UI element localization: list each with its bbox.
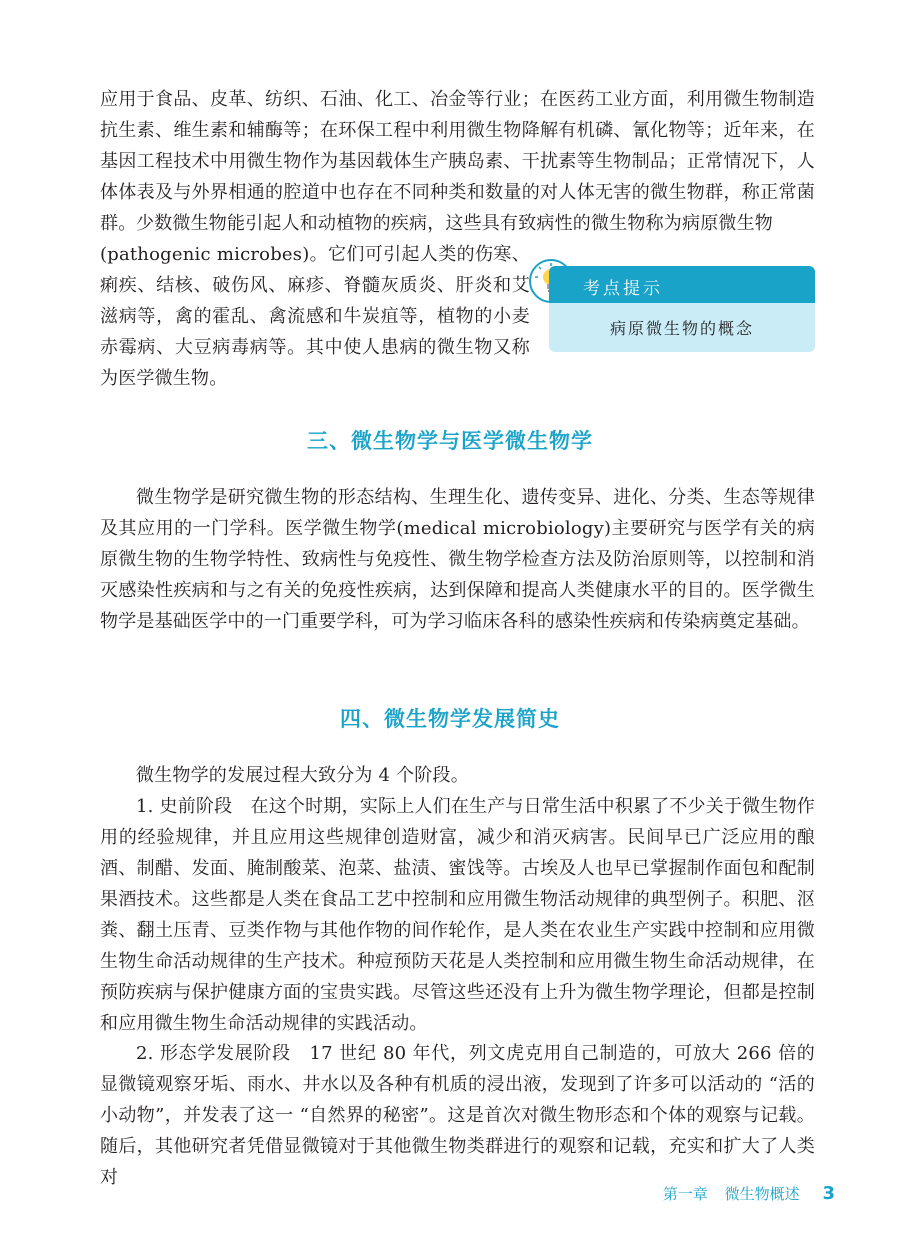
paragraph-microbiology-definition: 微生物学是研究微生物的形态结构、生理生化、遗传变异、进化、分类、生态等规律及其应用的一门学科。医学微生物学(medical microbiology)主要研究与医学有关的病原微生物的生物学特性、致病性与免疫性、微生物学检查方法及防治原则等，以控制和消灭感染性疾病和与之有关的免疫性疾病，达到保障和提高人类健康水平的目的。医学微生物学是基础医学中的一门重要学科，可为学习临床各科的感染性疾病和传染病奠定基础。 (100, 487, 815, 632)
page-number: 3 (822, 1183, 835, 1204)
exam-tip-text: 病原微生物的概念 (609, 319, 754, 338)
paragraph-pathogens-list: (pathogenic microbes)。它们可引起人类的伤寒、痢疾、结核、破伤风、麻疹、脊髓灰质炎、肝炎和艾滋病等，禽的霍乱、禽流感和牛炭疽等，植物的小麦赤霉病、大豆病毒病等。其中使人患病的微生物又称为医学微生物。 (100, 244, 530, 389)
section-heading-3: 三、微生物学与医学微生物学 (307, 429, 593, 453)
page-footer (663, 1183, 835, 1204)
paragraph-pathogens-intro: 少数微生物能引起人和动植物的疾病，这些具有致病性的微生物称为病原微生物 (136, 213, 773, 234)
exam-tip-box (549, 266, 815, 352)
paragraph-stages-intro: 微生物学的发展过程大致分为 4 个阶段。 (136, 765, 469, 786)
paragraph-industry-uses: 应用于食品、皮革、纺织、石油、化工、冶金等行业；在医药工业方面，利用微生物制造抗生素、维生素和辅酶等；在环保工程中利用微生物降解有机磷、氰化物等；近年来，在基因工程技术中用微生物作为基因载体生产胰岛素、干扰素等生物制品；正常情况下，人体体表及与外界相通的腔道中也存在不同种类和数量的对人体无害的微生物群，称正常菌群。 (100, 89, 815, 234)
exam-tip-title: 考点提示 (583, 279, 663, 299)
footer-chapter-title: 微生物概述 (724, 1185, 800, 1203)
paragraph-morphology-stage: 2. 形态学发展阶段 17 世纪 80 年代，列文虎克用自己制造的，可放大 266 倍的显微镜观察牙垢、雨水、井水以及各种有机质的浸出液，发现到了许多可以活动的 “活的小动物”，并发表了这一 “自然界的秘密”。这是首次对微生物形态和个体的观察与记载。随后，其他研究者凭借显微镜对于其他微生物类群进行的观察和记载，充实和扩大了人类对 (100, 1043, 815, 1188)
paragraph-prehistoric-stage: 1. 史前阶段 在这个时期，实际上人们在生产与日常生活中积累了不少关于微生物作用的经验规律，并且应用这些规律创造财富，减少和消灭病害。民间早已广泛应用的酿酒、制醋、发面、腌制酸菜、泡菜、盐渍、蜜饯等。古埃及人也早已掌握制作面包和配制果酒技术。这些都是人类在食品工艺中控制和应用微生物活动规律的典型例子。积肥、沤粪、翻土压青、豆类作物与其他作物的间作轮作，是人类在农业生产实践中控制和应用微生物生命活动规律的生产技术。种痘预防天花是人类控制和应用微生物生命活动规律，在预防疾病与保护健康方面的宝贵实践。尽管这些还没有上升为微生物学理论，但都是控制和应用微生物生命活动规律的实践活动。 (100, 796, 815, 1034)
section-heading-4: 四、微生物学发展简史 (340, 707, 560, 731)
footer-chapter: 第一章 (662, 1185, 708, 1203)
exam-tip-header (549, 266, 815, 303)
